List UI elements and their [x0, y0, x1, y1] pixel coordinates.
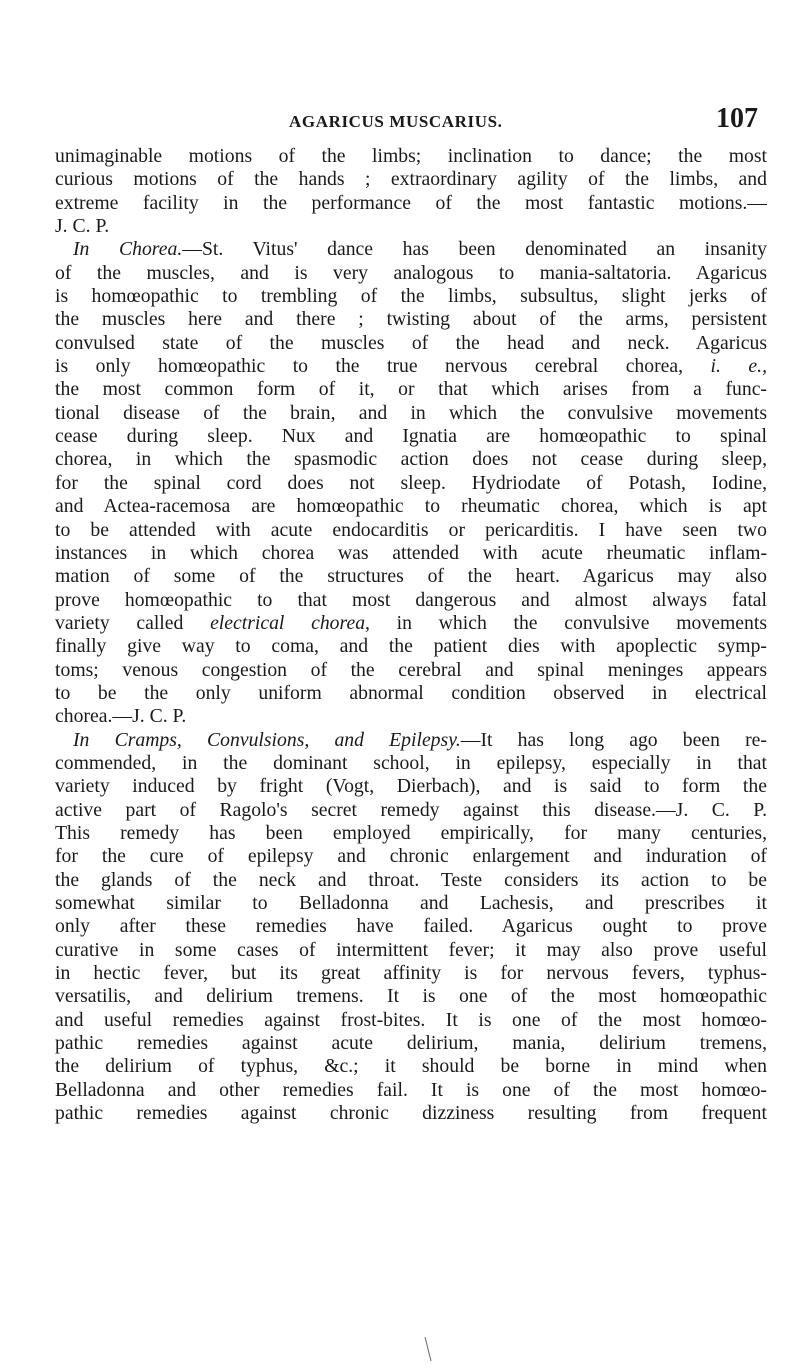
text-run: instances in which chorea was attended with acute rheumatic inflam- — [55, 541, 767, 564]
text-run: somewhat similar to Belladonna and Lachesis, and prescribes it — [55, 892, 767, 914]
text-run: tional disease of the brain, and in which the convulsive movements — [55, 401, 767, 424]
text-run: the muscles here and there ; twisting about of the arms, persistent — [55, 308, 767, 331]
text-line — [55, 355, 767, 378]
text-line — [55, 238, 767, 261]
text-line — [55, 192, 767, 215]
text-line — [55, 215, 767, 238]
text-line — [55, 1009, 767, 1032]
text-run: commended, in the dominant school, in epilepsy, especially in that — [55, 751, 767, 774]
text-line — [55, 262, 767, 285]
text-line — [55, 378, 767, 401]
text-run-italic: i. e., — [710, 355, 767, 378]
text-run: —St. Vitus' dance has been denominated an insanity — [182, 238, 767, 261]
text-run: in hectic fever, but its great affinity is for nervous fevers, typhus- — [55, 962, 767, 985]
text-run: the glands of the neck and throat. Teste considers its action to be — [55, 868, 767, 891]
text-run: curative in some cases of intermittent fever; it may also prove useful — [55, 938, 767, 961]
text-run: chorea.—J. C. P. — [55, 705, 187, 728]
running-head: AGARICUS MUSCARIUS. — [289, 112, 503, 131]
text-line — [55, 939, 767, 962]
text-run: convulsed state of the muscles of the head and neck. Agaricus — [55, 331, 767, 354]
text-run: mation of some of the structures of the heart. Agaricus may also — [55, 565, 767, 588]
text-line — [55, 145, 767, 168]
text-run: Belladonna and other remedies fail. It is one of the most homœo- — [55, 1078, 767, 1101]
text-line — [55, 775, 767, 798]
text-run: variety called — [55, 611, 211, 634]
text-line — [55, 425, 767, 448]
body-text — [55, 145, 767, 1125]
text-line — [55, 448, 767, 471]
text-line — [55, 752, 767, 775]
text-run: pathic remedies against chronic dizziness resulting from frequent — [55, 1102, 767, 1125]
text-line — [55, 168, 767, 191]
text-run: in which the convulsive movements — [369, 611, 767, 634]
text-line — [55, 472, 767, 495]
text-line — [55, 1032, 767, 1055]
text-line — [55, 589, 767, 612]
text-line — [55, 635, 767, 658]
text-run: chorea, in which the spasmodic action does not cease during sleep, — [55, 448, 767, 471]
text-run: and useful remedies against frost-bites. It is one of the most homœo- — [55, 1008, 767, 1031]
text-run: unimaginable motions of the limbs; inclination to dance; the most — [55, 145, 767, 167]
text-run: the most common form of it, or that which arises from a func- — [55, 378, 767, 401]
text-line — [55, 1079, 767, 1102]
text-line — [55, 915, 767, 938]
text-run: is homœopathic to trembling of the limbs, subsultus, slight jerks of — [55, 285, 767, 308]
text-line — [55, 869, 767, 892]
text-line — [55, 565, 767, 588]
text-run: toms; venous congestion of the cerebral and spinal meninges appears — [55, 658, 767, 681]
text-line — [55, 402, 767, 425]
text-line — [55, 332, 767, 355]
section-heading-chorea: In Chorea. — [73, 238, 183, 261]
text-run: —It has long ago been re- — [460, 728, 767, 751]
text-line — [55, 962, 767, 985]
text-line — [55, 845, 767, 868]
text-line — [55, 519, 767, 542]
text-line — [55, 682, 767, 705]
text-run: finally give way to coma, and the patient dies with apoplectic symp- — [55, 635, 767, 658]
section-heading-epilepsy: In Cramps, Convulsions, and Epilepsy. — [73, 728, 461, 751]
text-line — [55, 892, 767, 915]
signature: J. C. P. — [55, 215, 110, 238]
text-run: and Actea-racemosa are homœopathic to rheumatic chorea, which is apt — [55, 495, 767, 518]
text-run: of the muscles, and is very analogous to mania-saltatoria. Agaricus — [55, 261, 767, 284]
text-run: prove homœopathic to that most dangerous and almost always fatal — [55, 588, 767, 611]
text-run: only after these remedies have failed. Agaricus ought to prove — [55, 915, 767, 938]
text-line — [55, 542, 767, 565]
text-run: to be the only uniform abnormal condition observed in electrical — [55, 681, 767, 704]
text-line — [55, 495, 767, 518]
text-line — [55, 705, 767, 728]
text-line — [55, 822, 767, 845]
text-run: is only homœopathic to the true nervous cerebral chorea, — [55, 355, 711, 378]
text-line — [55, 308, 767, 331]
text-run: for the cure of epilepsy and chronic enlargement and induration of — [55, 845, 767, 868]
text-run: extreme facility in the performance of the most fantastic motions.— — [55, 191, 767, 214]
text-run: for the spinal cord does not sleep. Hydriodate of Potash, Iodine, — [55, 471, 767, 494]
text-run: pathic remedies against acute delirium, mania, delirium tremens, — [55, 1032, 767, 1055]
text-line — [55, 1055, 767, 1078]
text-line — [55, 1102, 767, 1125]
text-line — [55, 285, 767, 308]
page-number: 107 — [716, 103, 758, 134]
text-run: cease during sleep. Nux and Ignatia are homœopathic to spinal — [55, 425, 767, 448]
text-line — [55, 799, 767, 822]
text-run: curious motions of the hands ; extraordinary agility of the limbs, and — [55, 168, 767, 191]
text-line — [55, 729, 767, 752]
text-run: the delirium of typhus, &c.; it should be borne in mind when — [55, 1055, 767, 1078]
scan-mark — [424, 1336, 432, 1362]
text-line — [55, 659, 767, 682]
text-run: This remedy has been employed empirically, for many centuries, — [55, 821, 767, 844]
text-run: active part of Ragolo's secret remedy against this disease.—J. C. P. — [55, 798, 767, 821]
text-run: variety induced by fright (Vogt, Dierbach), and is said to form the — [55, 775, 767, 798]
text-run-italic: electrical chorea, — [210, 611, 370, 634]
text-line — [55, 612, 767, 635]
text-run: to be attended with acute endocarditis or pericarditis. I have seen two — [55, 518, 767, 541]
text-line — [55, 985, 767, 1008]
text-run: versatilis, and delirium tremens. It is one of the most homœopathic — [55, 985, 767, 1008]
